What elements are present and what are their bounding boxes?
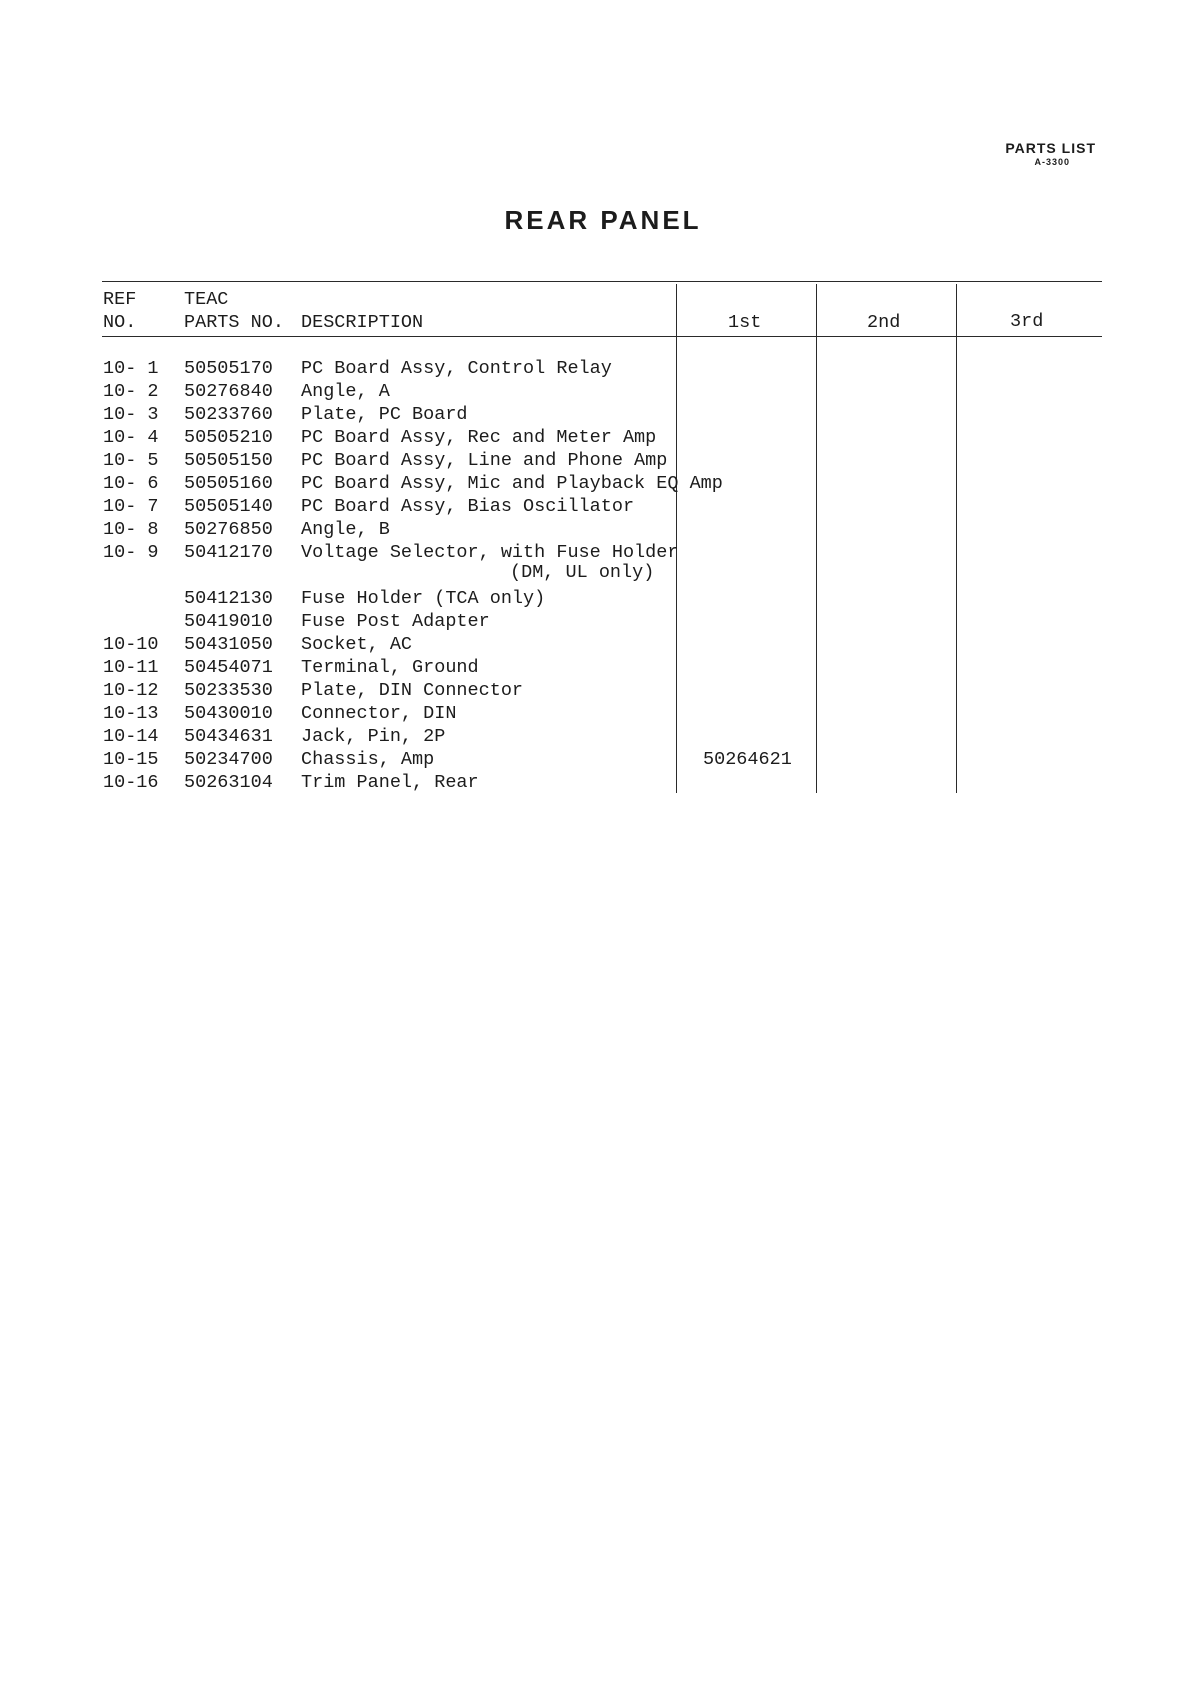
header-3rd: 3rd	[1010, 311, 1044, 332]
table-header-rule	[102, 336, 1102, 337]
column-divider-3rd	[956, 284, 957, 793]
header-description: DESCRIPTION	[301, 312, 424, 333]
ref-no: 10-11	[103, 657, 159, 678]
document-header	[1005, 140, 1096, 167]
ref-no: 10-14	[103, 726, 159, 747]
description: Connector, DIN	[301, 703, 457, 724]
table-row	[0, 702, 457, 725]
voltage-selector-note: (DM, UL only)	[510, 562, 655, 583]
header-teac-line1: TEAC	[184, 289, 229, 310]
ref-no: 10- 8	[103, 519, 159, 540]
description: Socket, AC	[301, 634, 413, 655]
table-top-rule	[102, 281, 1102, 282]
table-row	[0, 633, 413, 656]
table-row	[0, 403, 468, 426]
ref-no: 10-12	[103, 680, 159, 701]
table-row	[0, 472, 723, 495]
ref-no: 10- 3	[103, 404, 159, 425]
part-no: 50234700	[184, 749, 273, 770]
description: Plate, PC Board	[301, 404, 468, 425]
ref-no: 10- 1	[103, 358, 159, 379]
part-no: 50431050	[184, 634, 273, 655]
description: Plate, DIN Connector	[301, 680, 524, 701]
part-no: 50276850	[184, 519, 273, 540]
description: PC Board Assy, Control Relay	[301, 358, 612, 379]
first-version: 50264621	[703, 749, 792, 770]
part-no: 50412130	[184, 588, 273, 609]
part-no: 50505150	[184, 450, 273, 471]
description: PC Board Assy, Rec and Meter Amp	[301, 427, 657, 448]
column-divider-2nd	[816, 284, 817, 793]
parts-list-label: PARTS LIST	[1005, 140, 1096, 156]
ref-no: 10- 4	[103, 427, 159, 448]
description: Terminal, Ground	[301, 657, 479, 678]
description: Trim Panel, Rear	[301, 772, 479, 793]
part-no: 50276840	[184, 381, 273, 402]
part-no: 50412170	[184, 542, 273, 563]
table-row	[0, 587, 546, 610]
part-no: 50505210	[184, 427, 273, 448]
description: Jack, Pin, 2P	[301, 726, 446, 747]
ref-no: 10-15	[103, 749, 159, 770]
ref-no: 10- 2	[103, 381, 159, 402]
part-no: 50233530	[184, 680, 273, 701]
table-row	[0, 771, 479, 794]
description: PC Board Assy, Bias Oscillator	[301, 496, 635, 517]
model-number: A-3300	[1034, 157, 1070, 167]
description: Fuse Post Adapter	[301, 611, 490, 632]
column-divider-1st	[676, 284, 677, 793]
part-no: 50434631	[184, 726, 273, 747]
description: Chassis, Amp	[301, 749, 435, 770]
part-no: 50419010	[184, 611, 273, 632]
table-row	[0, 679, 524, 702]
ref-no: 10- 7	[103, 496, 159, 517]
table-row	[0, 426, 657, 449]
table-row	[0, 610, 490, 633]
part-no: 50505170	[184, 358, 273, 379]
table-row	[0, 357, 612, 380]
table-row	[0, 656, 479, 679]
header-teac-line2: PARTS NO.	[184, 312, 284, 333]
page-title: REAR PANEL	[504, 205, 702, 235]
description: Fuse Holder (TCA only)	[301, 588, 546, 609]
header-2nd: 2nd	[867, 312, 901, 333]
table-row	[0, 748, 792, 771]
table-row	[0, 541, 679, 564]
description: Angle, B	[301, 519, 390, 540]
part-no: 50430010	[184, 703, 273, 724]
part-no: 50233760	[184, 404, 273, 425]
ref-no: 10-13	[103, 703, 159, 724]
ref-no: 10-10	[103, 634, 159, 655]
part-no: 50454071	[184, 657, 273, 678]
ref-no: 10-16	[103, 772, 159, 793]
description: Angle, A	[301, 381, 390, 402]
header-ref-line1: REF	[103, 289, 137, 310]
ref-no: 10- 5	[103, 450, 159, 471]
part-no: 50263104	[184, 772, 273, 793]
ref-no: 10- 6	[103, 473, 159, 494]
header-1st: 1st	[728, 312, 762, 333]
table-row	[0, 725, 446, 748]
table-row	[0, 495, 635, 518]
ref-no: 10- 9	[103, 542, 159, 563]
table-row	[0, 449, 668, 472]
table-row	[0, 518, 390, 541]
description: Voltage Selector, with Fuse Holder	[301, 542, 679, 563]
part-no: 50505140	[184, 496, 273, 517]
description: PC Board Assy, Line and Phone Amp	[301, 450, 668, 471]
header-ref-line2: NO.	[103, 312, 137, 333]
description: PC Board Assy, Mic and Playback EQ Amp	[301, 473, 723, 494]
table-row	[0, 380, 390, 403]
part-no: 50505160	[184, 473, 273, 494]
